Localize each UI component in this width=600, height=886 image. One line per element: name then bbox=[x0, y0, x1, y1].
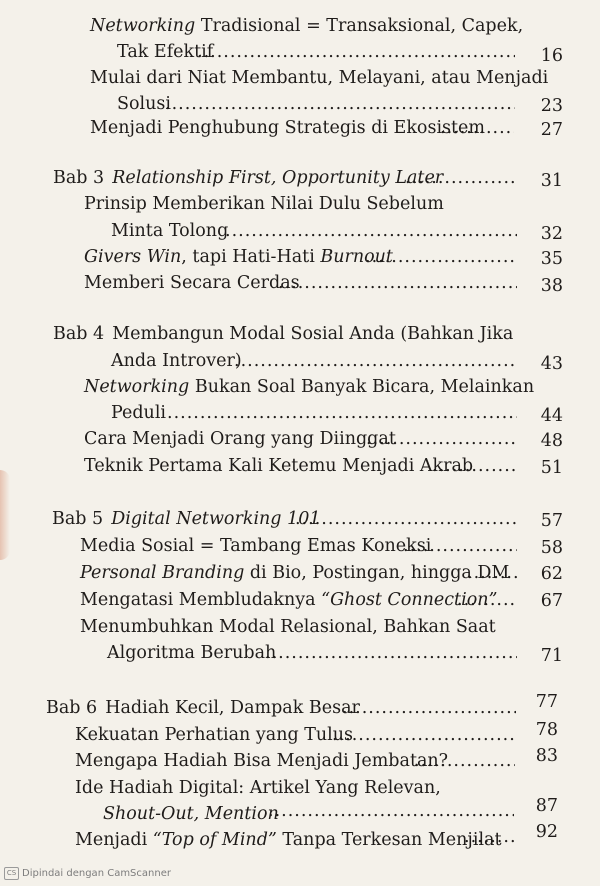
toc-entry: Memberi Secara Cerdas ..... 38 bbox=[0, 272, 600, 294]
page-number: 43 bbox=[540, 354, 563, 374]
toc-entry: Media Sosial = Tambang Emas Koneksi ..... 58 bbox=[0, 535, 600, 557]
chapter-heading-cont: Anda Introver) ..... 43 bbox=[0, 350, 600, 372]
chapter-heading: Bab 5 Digital Networking 101 ..... 57 bbox=[0, 508, 600, 530]
toc-entry: Personal Branding di Bio, Postingan, hingga DM ..... 62 bbox=[0, 562, 600, 584]
page-number: 78 bbox=[535, 720, 558, 740]
toc-entry-cont: Solusi ..... 23 bbox=[0, 93, 600, 115]
finger-shadow bbox=[0, 470, 10, 560]
toc-entry: Kekuatan Perhatian yang Tulus ..... 78 bbox=[0, 724, 600, 746]
page-number: 92 bbox=[535, 822, 558, 842]
toc-entry: Networking Tradisional = Transaksional, Capek, bbox=[90, 16, 524, 36]
toc-entry: Networking Bukan Soal Banyak Bicara, Melainkan bbox=[84, 377, 535, 397]
page-number: 58 bbox=[540, 538, 563, 558]
toc-entry-cont: Peduli ..... 44 bbox=[0, 402, 600, 424]
page-number: 35 bbox=[540, 249, 563, 269]
chapter-heading: Bab 6 Hadiah Kecil, Dampak Besar ..... 77 bbox=[0, 697, 600, 719]
toc-entry-cont: Algoritma Berubah ..... 71 bbox=[0, 642, 600, 664]
page-number: 32 bbox=[540, 224, 563, 244]
page-number: 67 bbox=[540, 591, 563, 611]
page-number: 23 bbox=[540, 96, 563, 116]
page-number: 44 bbox=[540, 406, 563, 426]
toc-entry: Prinsip Memberikan Nilai Dulu Sebelum bbox=[84, 194, 444, 214]
toc-entry: Menjadi Penghubung Strategis di Ekosistem ..... 27 bbox=[0, 117, 600, 139]
page-number: 62 bbox=[540, 564, 563, 584]
toc-entry-cont: Minta Tolong ..... 32 bbox=[0, 220, 600, 242]
page-number: 38 bbox=[540, 276, 563, 296]
toc-entry: Mengapa Hadiah Bisa Menjadi Jembatan? ..... 83 bbox=[0, 750, 600, 772]
toc-entry-cont: Tak Efektif ..... 16 bbox=[0, 41, 600, 63]
page-number: 71 bbox=[540, 646, 563, 666]
page-number: 31 bbox=[540, 171, 563, 191]
chapter-heading: Bab 4 Membangun Modal Sosial Anda (Bahkan Jika bbox=[53, 324, 514, 344]
toc-entry: Mulai dari Niat Membantu, Melayani, atau Menjadi bbox=[90, 68, 549, 88]
toc-entry: Ide Hadiah Digital: Artikel Yang Relevan, bbox=[75, 778, 441, 798]
toc-entry-cont: Shout-Out, Mention ..... 87 bbox=[0, 803, 600, 825]
page-number: 51 bbox=[540, 458, 563, 478]
page-number: 83 bbox=[535, 746, 558, 766]
page-number: 48 bbox=[540, 431, 563, 451]
page-number: 87 bbox=[535, 796, 558, 816]
page-number: 57 bbox=[540, 511, 563, 531]
page-number: 27 bbox=[540, 120, 563, 140]
camscanner-icon: CS bbox=[4, 867, 19, 880]
chapter-heading: Bab 3 Relationship First, Opportunity Later ..... 31 bbox=[0, 167, 600, 189]
toc-entry: Menumbuhkan Modal Relasional, Bahkan Saat bbox=[80, 617, 496, 637]
toc-entry: Cara Menjadi Orang yang Diinggat ..... 48 bbox=[0, 428, 600, 450]
page-number: 16 bbox=[540, 46, 563, 66]
watermark-text: Dipindai dengan CamScanner bbox=[22, 868, 171, 879]
page-number: 77 bbox=[535, 692, 558, 712]
toc-entry: Mengatasi Membludaknya “Ghost Connection” ..... 67 bbox=[0, 589, 600, 611]
toc-entry: Menjadi “Top of Mind” Tanpa Terkesan Menjilat ..... 92 bbox=[0, 829, 600, 851]
scanner-watermark bbox=[4, 866, 171, 882]
toc-entry: Givers Win, tapi Hati-Hati Burnout ..... 35 bbox=[0, 246, 600, 268]
toc-entry: Teknik Pertama Kali Ketemu Menjadi Akrab ..... 51 bbox=[0, 455, 600, 477]
